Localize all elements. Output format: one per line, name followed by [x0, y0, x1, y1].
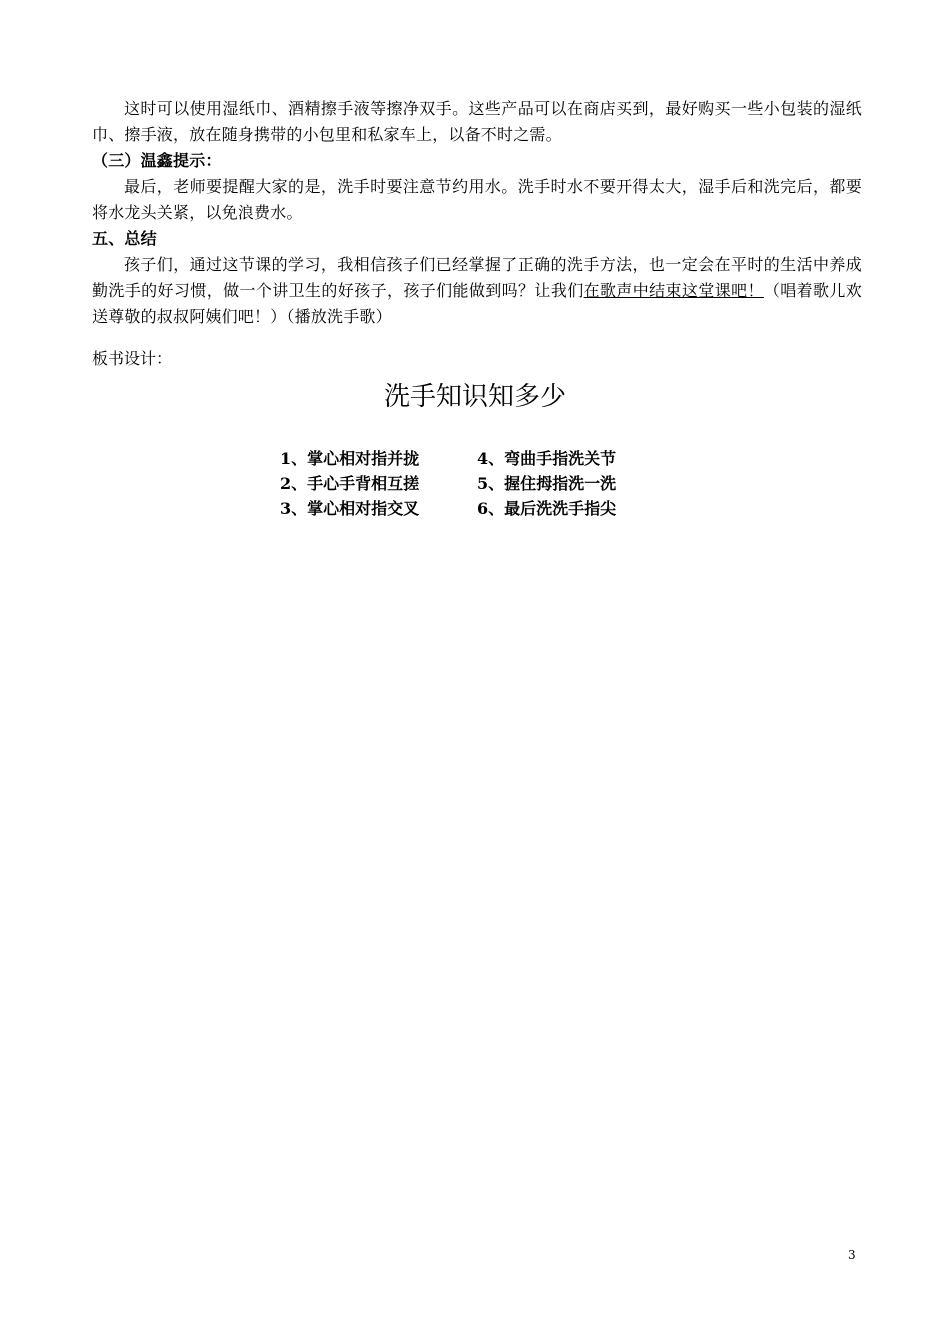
board-title: 洗手知识知多少 [383, 382, 566, 412]
steps-row [280, 471, 674, 496]
paragraph-wet-wipes: 这时可以使用湿纸巾、酒精擦手液等擦净双手。这些产品可以在商店买到，最好购买一些小包装的湿纸巾、擦手液，放在随身携带的小包里和私家车上，以备不时之需。 [92, 99, 862, 144]
step-item: 3、掌心相对指交叉 [280, 499, 420, 518]
board-design-label: 板书设计： [92, 349, 173, 368]
lesson-text [92, 96, 862, 330]
summary-text: 孩子们，通过这节课的学习，我相信孩子们已经掌握了正确的洗手方法，也一定会在平时的生活中养成勤洗手的好习惯，做一个讲卫生的好孩子，孩子们能做到吗？让我们 [92, 255, 862, 300]
section-heading-tips: （三）温鑫提示： [92, 151, 222, 170]
step-item: 1、掌心相对指并拢 [280, 449, 420, 468]
summary-closing-text: （唱着歌儿欢送尊敬的叔叔阿姨们吧！）（播放洗手歌） [92, 281, 863, 326]
page-number: 3 [848, 1248, 856, 1262]
section-heading-summary: 五、总结 [92, 229, 157, 248]
step-item: 6、最后洗洗手指尖 [477, 499, 617, 518]
summary-underlined-text: 在歌声中结束这堂课吧！ [583, 281, 764, 300]
step-item: 2、手心手背相互搓 [280, 474, 420, 493]
step-item: 5、握住拇指洗一洗 [477, 474, 617, 493]
steps-row [280, 496, 674, 521]
handwashing-steps [280, 446, 674, 521]
steps-row [280, 446, 674, 471]
step-item: 4、弯曲手指洗关节 [477, 449, 617, 468]
paragraph-save-water: 最后，老师要提醒大家的是，洗手时要注意节约用水。洗手时水不要开得太大，湿手后和洗完后，都要将水龙头关紧，以免浪费水。 [92, 177, 862, 222]
paragraph-summary [92, 252, 862, 330]
